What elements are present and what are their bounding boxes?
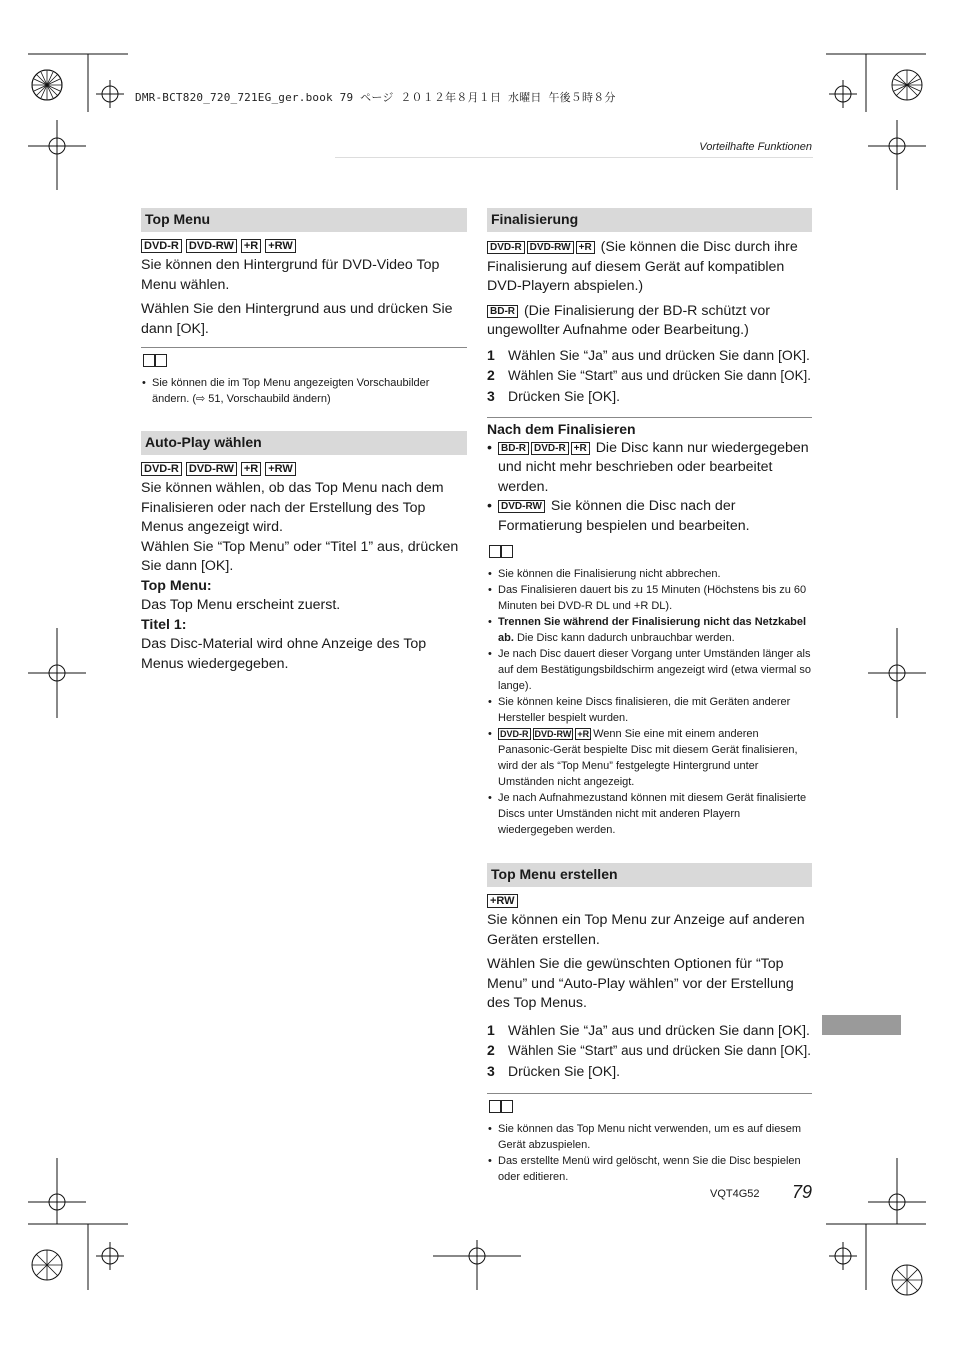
finalize-steps [487, 345, 812, 406]
finalize-text: (Sie können die Disc durch ihre Finalisierung auf diesem Gerät auf kompatiblen DVD-Playern abspielen.) [487, 239, 798, 294]
step-item: 2 Wählen Sie “Start” aus und drücken Sie dann [OK]. [487, 366, 811, 383]
top-menu-paragraph: Wählen Sie den Hintergrund aus und drücken Sie dann [OK]. [141, 301, 453, 337]
finalize-heading: Finalisierung [487, 208, 812, 232]
option-label: Top Menu: [141, 577, 212, 594]
step-item: 2 Wählen Sie “Start” aus und drücken Sie dann [OK]. [487, 1041, 811, 1058]
note-item: • Sie können das Top Menu nicht verwenden, um es auf diesem Gerät abzuspielen. [487, 1121, 812, 1153]
create-menu-steps [487, 1020, 812, 1081]
after-finalize-list [487, 439, 812, 537]
disc-badge: BD-R [487, 305, 518, 318]
section-header: Vorteilhafte Funktionen [699, 141, 812, 153]
option-label: Titel 1: [141, 616, 187, 633]
step-item: 1 Wählen Sie “Ja” aus und drücken Sie dann [OK]. [487, 346, 810, 363]
note-item: • DVD-R DVD-RW +R Wenn Sie eine mit einem anderen Panasonic-Gerät bespielte Disc mit diesem Gerät finalisieren, wird der als “Top Menu” festgelegte Hintergrund unter Umständen nicht angezeigt. [487, 726, 812, 790]
finalize-paragraph [487, 302, 812, 341]
step-item: 1 Wählen Sie “Ja” aus und drücken Sie dann [OK]. [487, 1021, 810, 1038]
document-code: VQT4G52 [710, 1188, 760, 1200]
disc-badge: +RW [265, 239, 296, 253]
note-item: • Je nach Aufnahmezustand können mit diesem Gerät finalisierte Discs unter Umständen nicht mit anderen Playern wiedergegeben werden. [487, 790, 812, 838]
auto-play-heading: Auto-Play wählen [141, 431, 467, 455]
disc-badge: DVD-R [141, 462, 182, 476]
disc-badge: DVD-R [487, 241, 525, 254]
note-item: • Sie können keine Discs finalisieren, die mit Geräten anderer Hersteller bespielt wurden. [487, 694, 812, 726]
note-item: • Je nach Disc dauert dieser Vorgang unter Umständen länger als auf dem Bestätigungsbildschirm angezeigt wird (etwa viermal so lange). [487, 646, 812, 694]
book-note-icon [143, 354, 167, 367]
auto-play-disc-badges [141, 461, 467, 476]
note-rule [141, 347, 467, 348]
note-item: • Trennen Sie während der Finalisierung nicht das Netzkabel ab. Die Disc kann dadurch unbrauchbar werden. [487, 614, 812, 646]
top-menu-disc-badges [141, 238, 467, 253]
right-column [487, 208, 812, 1185]
create-menu-notes [487, 1121, 812, 1185]
book-note-icon [489, 545, 513, 558]
page-number: 79 [792, 1182, 813, 1202]
header-rule [335, 157, 813, 158]
create-menu-heading: Top Menu erstellen [487, 863, 812, 887]
finalize-paragraph [487, 238, 812, 297]
book-note-icon [489, 1100, 513, 1113]
disc-badge: +R [241, 239, 261, 253]
note-item: • Sie können die im Top Menu angezeigten Vorschaubilder ändern. (⇨ 51, Vorschaubild ändern) [141, 375, 467, 407]
disc-badge: DVD-RW [527, 241, 574, 254]
top-menu-heading: Top Menu [141, 208, 467, 232]
disc-badge: DVD-RW [186, 462, 237, 476]
option-text: Das Disc-Material wird ohne Anzeige des Top Menus wiedergegeben. [141, 636, 427, 672]
bullet-item: • BD-R DVD-R +R Die Disc kann nur wiedergegeben und nicht mehr beschrieben oder bearbeitet werden. [487, 439, 812, 498]
finalize-text: (Die Finalisierung der BD-R schützt vor ungewollter Aufnahme oder Bearbeitung.) [487, 302, 770, 338]
left-column [141, 208, 467, 674]
note-item: • Das Finalisieren dauert bis zu 15 Minuten (Höchstens bis zu 60 Minuten bei DVD-R DL und +R DL). [487, 582, 812, 614]
create-menu-paragraph: Wählen Sie die gewünschten Optionen für “Top Menu” und “Auto-Play wählen” vor der Erstellung des Top Menus. [487, 956, 794, 1011]
disc-badge: DVD-RW [186, 239, 237, 253]
auto-play-paragraph: Sie können wählen, ob das Top Menu nach dem Finalisieren oder nach der Erstellung des Top Menus angezeigt wird. [141, 480, 444, 535]
create-menu-paragraph: Sie können ein Top Menu zur Anzeige auf anderen Geräten erstellen. [487, 912, 805, 948]
disc-badge: +RW [487, 894, 518, 908]
note-item: • Sie können die Finalisierung nicht abbrechen. [487, 566, 812, 582]
step-item: 3 Drücken Sie [OK]. [487, 387, 621, 404]
finalize-notes [487, 566, 812, 838]
disc-badge: DVD-R [141, 239, 182, 253]
disc-badge: +R [576, 241, 595, 254]
top-menu-notes [141, 375, 467, 407]
after-finalize-heading: Nach dem Finalisieren [487, 420, 636, 437]
print-file-info: DMR-BCT820_720_721EG_ger.book 79 ページ ２０１２年８月１日 水曜日 午後５時８分 [135, 91, 616, 104]
disc-badge: +R [241, 462, 261, 476]
note-item: • Das erstellte Menü wird gelöscht, wenn Sie die Disc bespielen oder editieren. [487, 1153, 812, 1185]
step-item: 3 Drücken Sie [OK]. [487, 1062, 621, 1079]
create-menu-disc-badges [487, 893, 812, 908]
chapter-tab [822, 1015, 901, 1035]
auto-play-paragraph: Wählen Sie “Top Menu” oder “Titel 1” aus, drücken Sie dann [OK]. [141, 538, 459, 574]
disc-badge: +RW [265, 462, 296, 476]
bullet-item: • DVD-RW Sie können die Disc nach der Formatierung bespielen und bearbeiten. [487, 497, 812, 536]
top-menu-paragraph: Sie können den Hintergrund für DVD-Video Top Menu wählen. [141, 257, 440, 293]
option-text: Das Top Menu erscheint zuerst. [141, 597, 341, 613]
